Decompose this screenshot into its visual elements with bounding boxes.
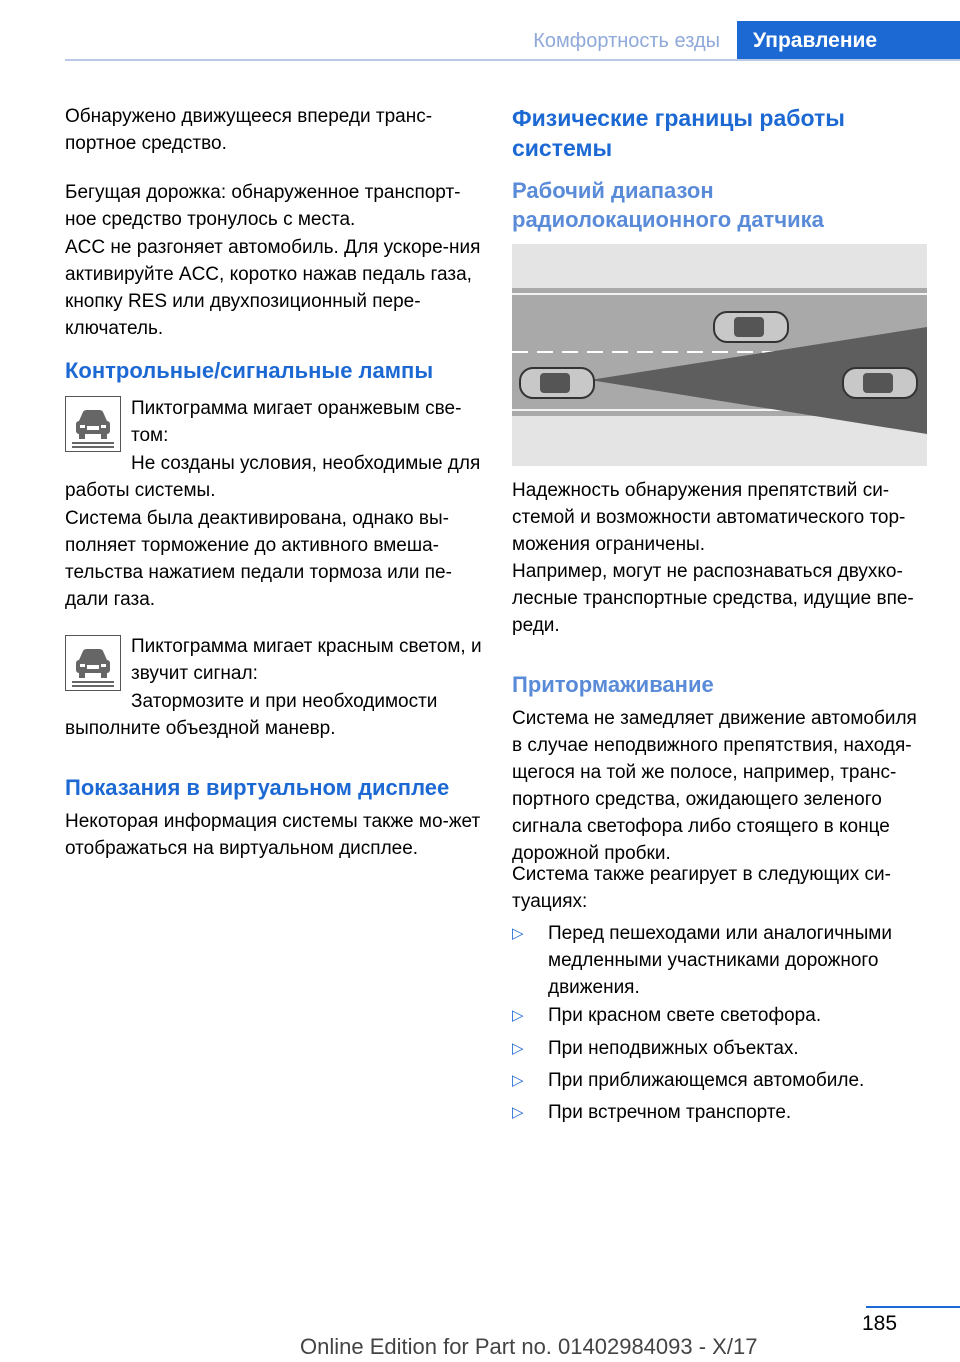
list-item-text: Перед пешеходами или аналогичными медленными участниками дорожного движения. (548, 923, 892, 998)
car-detected-icon (843, 368, 917, 398)
paragraph-virtual-display: Некоторая информация системы также мо-жет отображаться на виртуальном дисплее. (65, 811, 481, 859)
lamp2-description: Пиктограмма мигает красным светом, и звучит сигнал: (131, 636, 482, 684)
heading-warning-lamps: Контрольные/сигнальные лампы (65, 358, 434, 383)
lamp1-deactivated: Система была деактивирована, однако вы-полняет торможение до активного вмеша-тельства нажатием педали тормоза или пе-дали газа. (65, 508, 452, 610)
bullet-marker: ▷ (512, 1072, 524, 1089)
list-item-text: При красном свете светофора. (548, 1005, 822, 1026)
paragraph-running-track: Бегущая дорожка: обнаруженное транспорт-ное средство тронулось с места. (65, 182, 461, 230)
radar-range-diagram (512, 244, 927, 466)
lamp1-description: Пиктограмма мигает оранжевым све-том: (131, 398, 462, 446)
header-section-title: Комфортность езды (533, 30, 720, 52)
lamp1-conditions: Не созданы условия, необходимые для работы системы. (65, 453, 481, 501)
header-tab-controls (737, 21, 960, 61)
header-tab-label: Управление (753, 29, 878, 52)
bullet-marker: ▷ (512, 1040, 524, 1057)
list-item-text: При неподвижных объектах. (548, 1038, 799, 1059)
footer-divider (866, 1306, 960, 1308)
paragraph-stationary-obstacle: Система не замедляет движение автомобиля в случае неподвижного препятствия, находя-щегося на той же полосе, например, транс-портного средства, ожидающего зеленого сигнала светофора либо стоящего в конце дорожной пробки. (512, 708, 917, 864)
list-item-text: При встречном транспорте. (548, 1102, 792, 1123)
paragraph-acc-accelerate: ACC не разгоняет автомобиль. Для ускоре-ния активируйте ACC, коротко нажав педаль газа, кнопку RES или двухпозиционный пере-ключатель. (65, 237, 481, 339)
heading-virtual-display: Показания в виртуальном дисплее (65, 775, 450, 800)
bullet-marker: ▷ (512, 1007, 524, 1024)
bullet-marker: ▷ (512, 1104, 524, 1121)
car-front-icon (65, 635, 121, 691)
bullet-marker: ▷ (512, 925, 524, 942)
paragraph-two-wheelers: Например, могут не распознаваться двухко-лесные транспортные средства, идущие впе-реди. (512, 561, 914, 636)
heading-radar-range: Рабочий диапазон радиолокационного датчика (512, 178, 824, 232)
lamp2-action: Затормозите и при необходимости выполните объездной маневр. (65, 691, 438, 739)
paragraph-situations: Система также реагирует в следующих си-туациях: (512, 864, 891, 912)
car-ahead-icon (714, 312, 788, 342)
heading-braking: Притормаживание (512, 672, 714, 697)
list-item-text: При приближающемся автомобиле. (548, 1070, 865, 1091)
paragraph-detection-reliability: Надежность обнаружения препятствий си-стемой и возможности автоматического тор-можения ограничены. (512, 480, 906, 555)
page-number: 185 (862, 1312, 898, 1335)
car-front-icon (65, 396, 121, 452)
heading-system-limits: Физические границы работы системы (512, 105, 845, 161)
paragraph-vehicle-detected: Обнаружено движущееся впереди транс-портное средство. (65, 106, 433, 154)
own-car-icon (520, 368, 594, 398)
edition-note: Online Edition for Part no. 01402984093 - X/17 (300, 1334, 758, 1359)
header-divider (65, 59, 960, 61)
